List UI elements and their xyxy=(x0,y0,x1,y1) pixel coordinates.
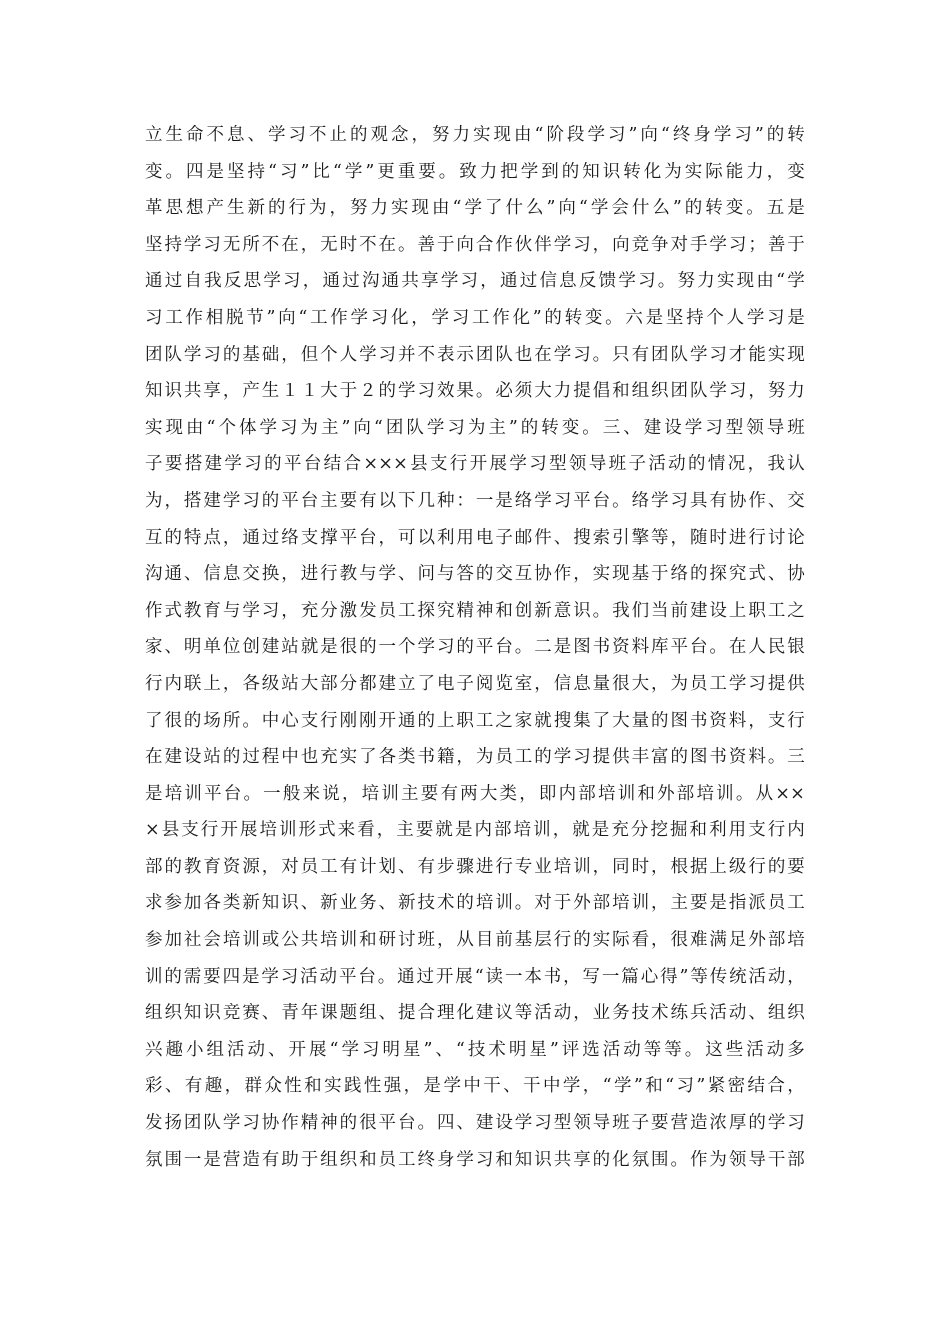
text-line: 求参加各类新知识、新业务、新技术的培训。对于外部培训，主要是指派员工 xyxy=(145,893,805,914)
text-line: 实现由“个体学习为主”向“团队学习为主”的转变。三、建设学习型领导班 xyxy=(145,417,805,438)
text-line: 习工作相脱节”向“工作学习化，学习工作化”的转变。六是坚持个人学习是 xyxy=(145,307,805,328)
text-line: 训的需要四是学习活动平台。通过开展“读一本书，写一篇心得”等传统活动， xyxy=(145,966,805,987)
text-line: 为，搭建学习的平台主要有以下几种：一是络学习平台。络学习具有协作、交 xyxy=(145,490,805,511)
text-line: 氛围一是营造有助于组织和员工终身学习和知识共享的化氛围。作为领导干部 xyxy=(145,1149,805,1170)
text-line: 通过自我反思学习，通过沟通共享学习，通过信息反馈学习。努力实现由“学 xyxy=(145,271,805,292)
text-line: 彩、有趣，群众性和实践性强，是学中干、干中学，“学”和“习”紧密结合， xyxy=(145,1076,805,1097)
text-line: 子要搭建学习的平台结合×××县支行开展学习型领导班子活动的情况，我认 xyxy=(145,454,805,475)
text-line: 家、明单位创建站就是很的一个学习的平台。二是图书资料库平台。在人民银 xyxy=(145,637,805,658)
text-line: ×县支行开展培训形式来看，主要就是内部培训，就是充分挖掘和利用支行内 xyxy=(145,820,805,841)
text-line: 革思想产生新的行为，努力实现由“学了什么”向“学会什么”的转变。五是 xyxy=(145,198,805,219)
text-line: 组织知识竞赛、青年课题组、提合理化建议等活动，业务技术练兵活动、组织 xyxy=(145,1003,805,1024)
text-line: 是培训平台。一般来说，培训主要有两大类，即内部培训和外部培训。从×× xyxy=(145,783,805,804)
body-text xyxy=(145,117,805,1178)
text-line: 发扬团队学习协作精神的很平台。四、建设学习型领导班子要营造浓厚的学习 xyxy=(145,1113,805,1134)
text-line: 参加社会培训或公共培训和研讨班，从目前基层行的实际看，很难满足外部培 xyxy=(145,930,805,951)
text-line: 在建设站的过程中也充实了各类书籍，为员工的学习提供丰富的图书资料。三 xyxy=(145,747,805,768)
text-line: 知识共享，产生１１大于２的学习效果。必须大力提倡和组织团队学习，努力 xyxy=(145,381,805,402)
text-line: 作式教育与学习，充分激发员工探究精神和创新意识。我们当前建设上职工之 xyxy=(145,600,805,621)
text-line: 了很的场所。中心支行刚刚开通的上职工之家就搜集了大量的图书资料，支行 xyxy=(145,710,805,731)
text-line: 行内联上，各级站大部分都建立了电子阅览室，信息量很大，为员工学习提供 xyxy=(145,673,805,694)
text-line: 沟通、信息交换，进行教与学、问与答的交互协作，实现基于络的探究式、协 xyxy=(145,564,805,585)
text-line: 立生命不息、学习不止的观念，努力实现由“阶段学习”向“终身学习”的转 xyxy=(145,125,805,145)
text-line: 团队学习的基础，但个人学习并不表示团队也在学习。只有团队学习才能实现 xyxy=(145,344,805,365)
text-line: 兴趣小组活动、开展“学习明星”、“技术明星”评选活动等等。这些活动多 xyxy=(145,1039,805,1060)
text-line: 互的特点，通过络支撑平台，可以利用电子邮件、搜索引擎等，随时进行讨论 xyxy=(145,527,805,548)
text-line: 变。四是坚持“习”比“学”更重要。致力把学到的知识转化为实际能力，变 xyxy=(145,161,805,182)
text-line: 部的教育资源，对员工有计划、有步骤进行专业培训，同时，根据上级行的要 xyxy=(145,856,805,877)
text-line: 坚持学习无所不在，无时不在。善于向合作伙伴学习，向竞争对手学习；善于 xyxy=(145,234,805,255)
